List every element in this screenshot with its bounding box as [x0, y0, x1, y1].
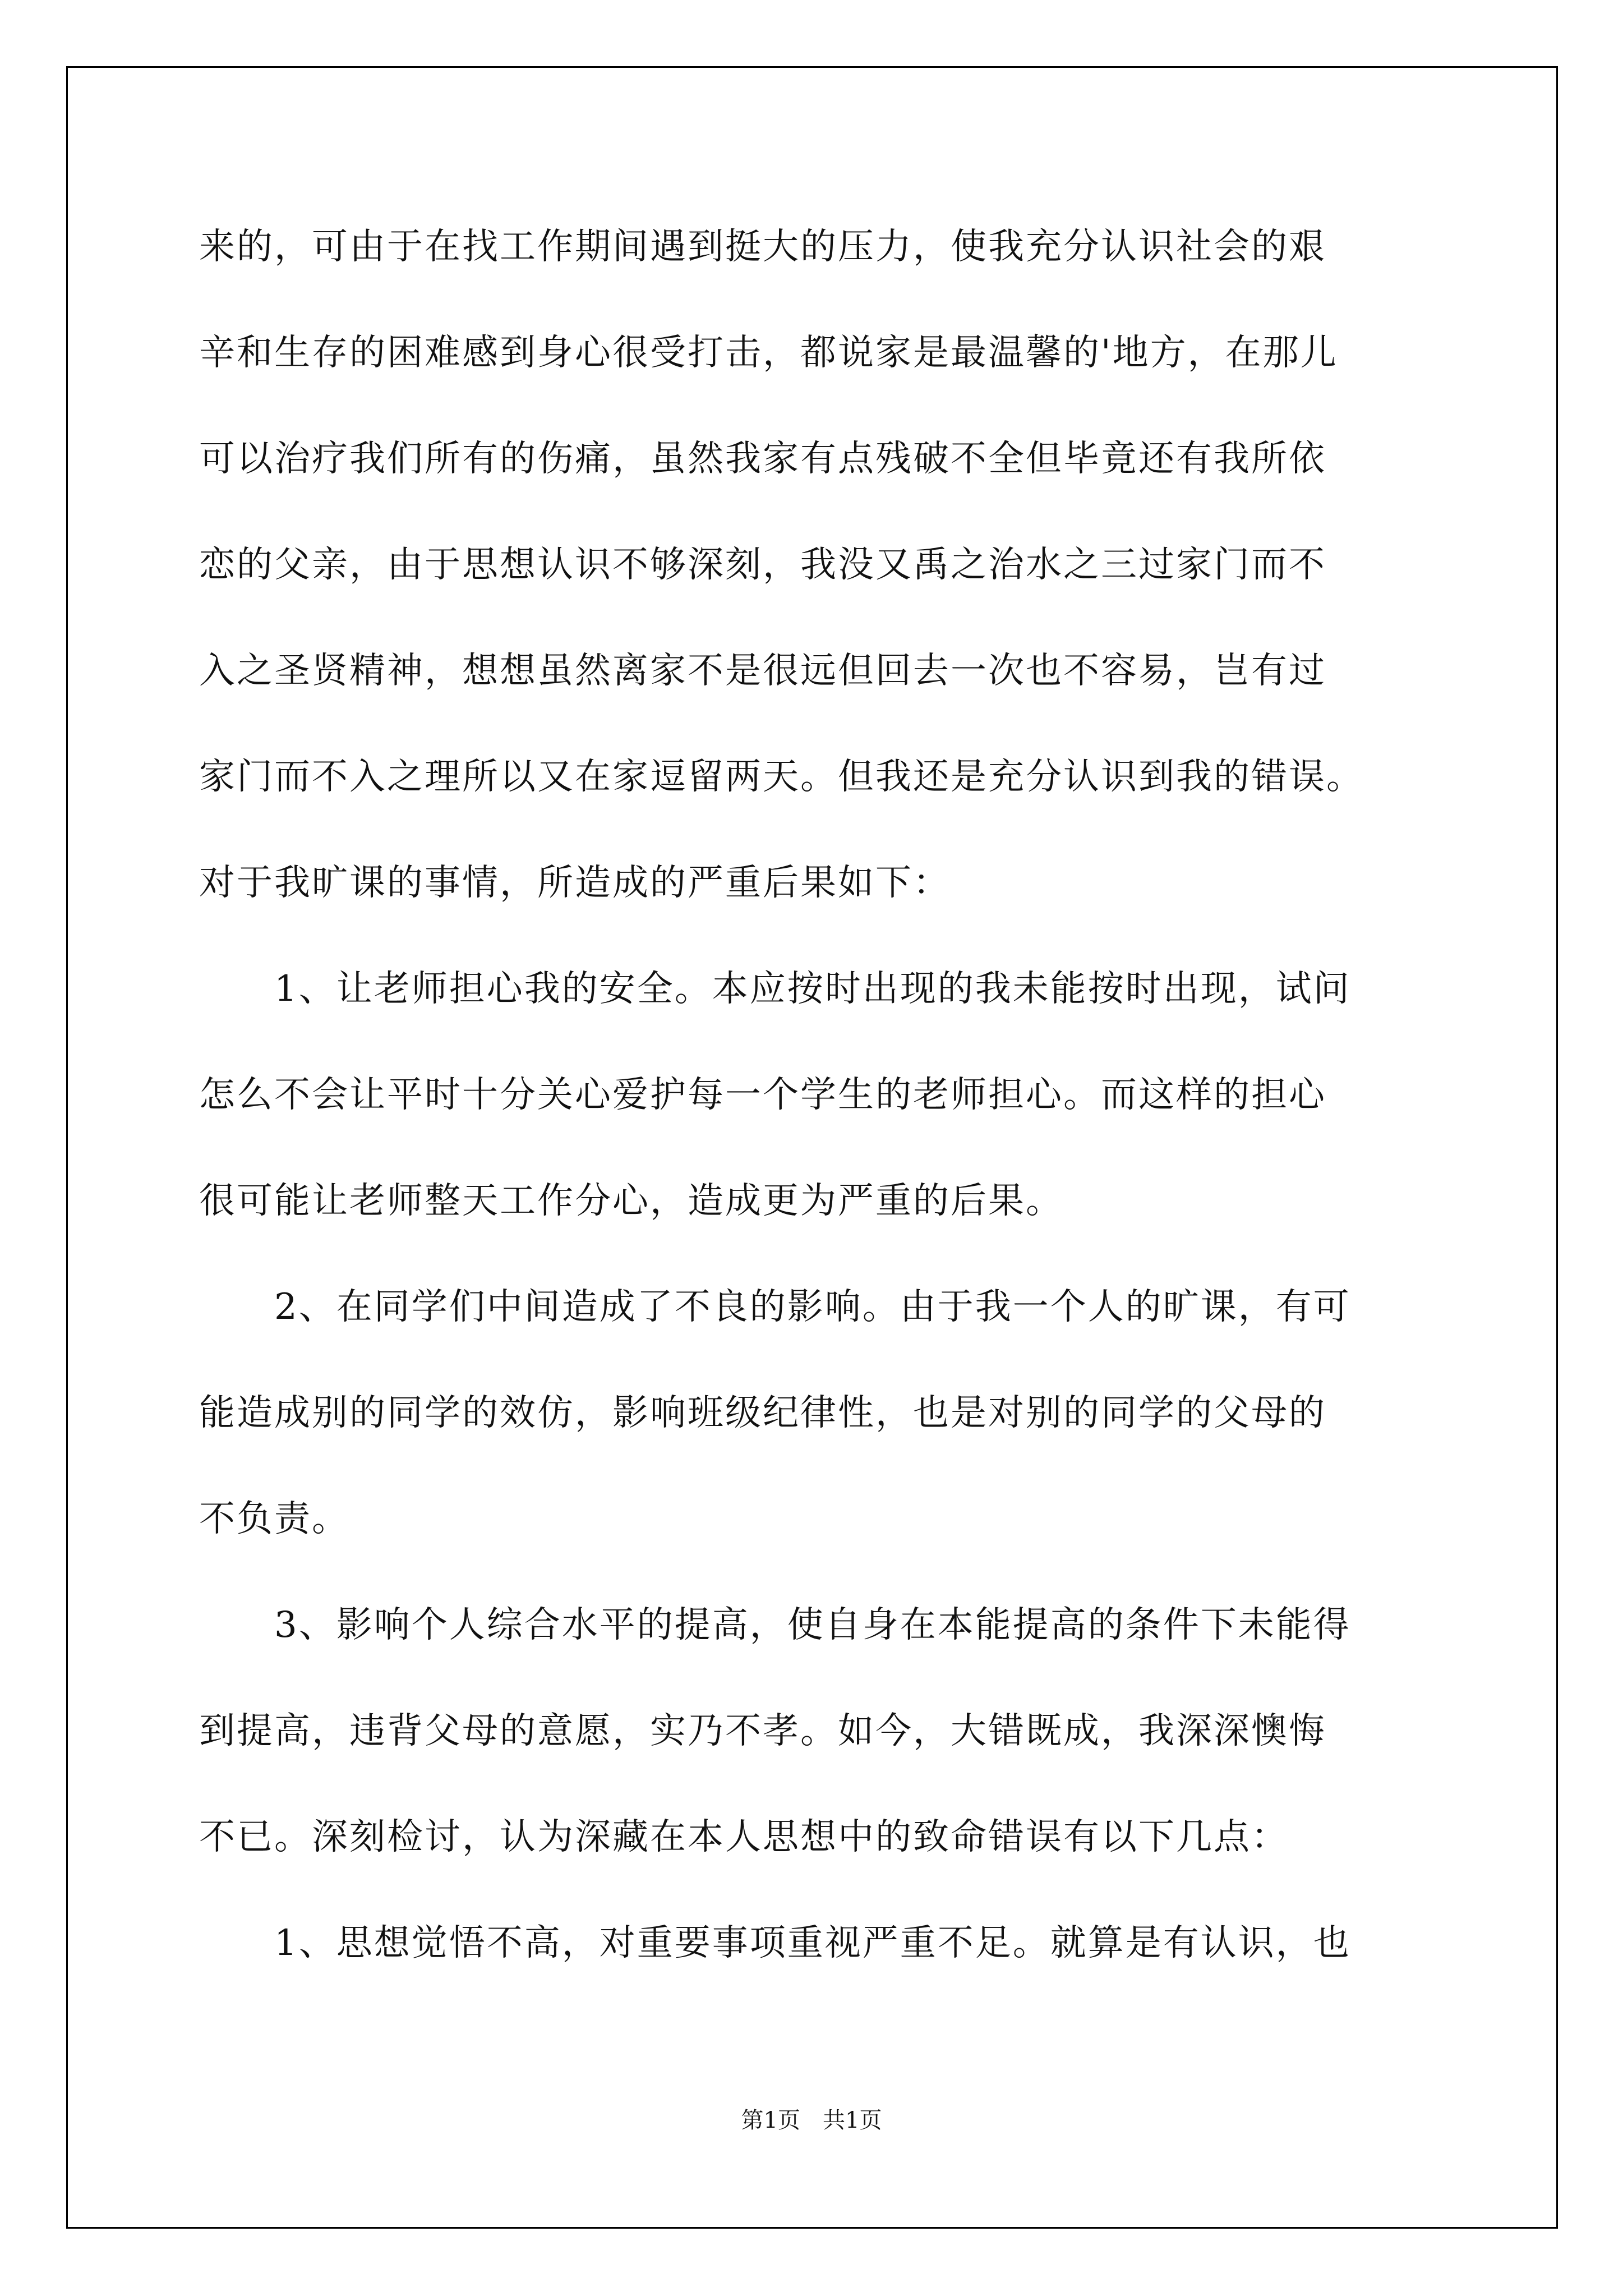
text-line: 入之圣贤精神，想想虽然离家不是很远但回去一次也不容易，岂有过	[199, 650, 1326, 692]
text-line: 不负责。	[199, 1498, 349, 1540]
page-footer: 第1页 共1页	[741, 2108, 882, 2133]
text-line: 来的，可由于在找工作期间遇到挺大的压力，使我充分认识社会的艰	[199, 226, 1326, 268]
text-line: 很可能让老师整天工作分心，造成更为严重的后果。	[199, 1180, 1063, 1222]
text-line: 3、影响个人综合水平的提高，使自身在本能提高的条件下未能得	[199, 1604, 1351, 1646]
text-line: 1、让老师担心我的安全。本应按时出现的我未能按时出现，试问	[199, 968, 1351, 1010]
document-body	[199, 220, 1427, 2022]
text-line: 不已。深刻检讨，认为深藏在本人思想中的致命错误有以下几点：	[199, 1816, 1289, 1858]
text-line: 可以治疗我们所有的伤痛，虽然我家有点残破不全但毕竟还有我所依	[199, 438, 1326, 480]
text-line: 辛和生存的困难感到身心很受打击，都说家是最温馨的'地方，在那儿	[199, 332, 1338, 374]
text-line: 怎么不会让平时十分关心爱护每一个学生的老师担心。而这样的担心	[199, 1074, 1326, 1116]
text-line: 2、在同学们中间造成了不良的影响。由于我一个人的旷课，有可	[199, 1286, 1351, 1328]
text-line: 家门而不入之理所以又在家逗留两天。但我还是充分认识到我的错误。	[199, 756, 1364, 798]
text-line: 对于我旷课的事情，所造成的严重后果如下：	[199, 862, 951, 904]
text-line: 到提高，违背父母的意愿，实乃不孝。如今，大错既成，我深深懊悔	[199, 1710, 1326, 1752]
text-line: 1、思想觉悟不高，对重要事项重视严重不足。就算是有认识，也	[199, 1922, 1351, 1964]
text-line: 恋的父亲，由于思想认识不够深刻，我没又禹之治水之三过家门而不	[199, 544, 1326, 586]
text-line: 能造成别的同学的效仿，影响班级纪律性，也是对别的同学的父母的	[199, 1392, 1326, 1434]
